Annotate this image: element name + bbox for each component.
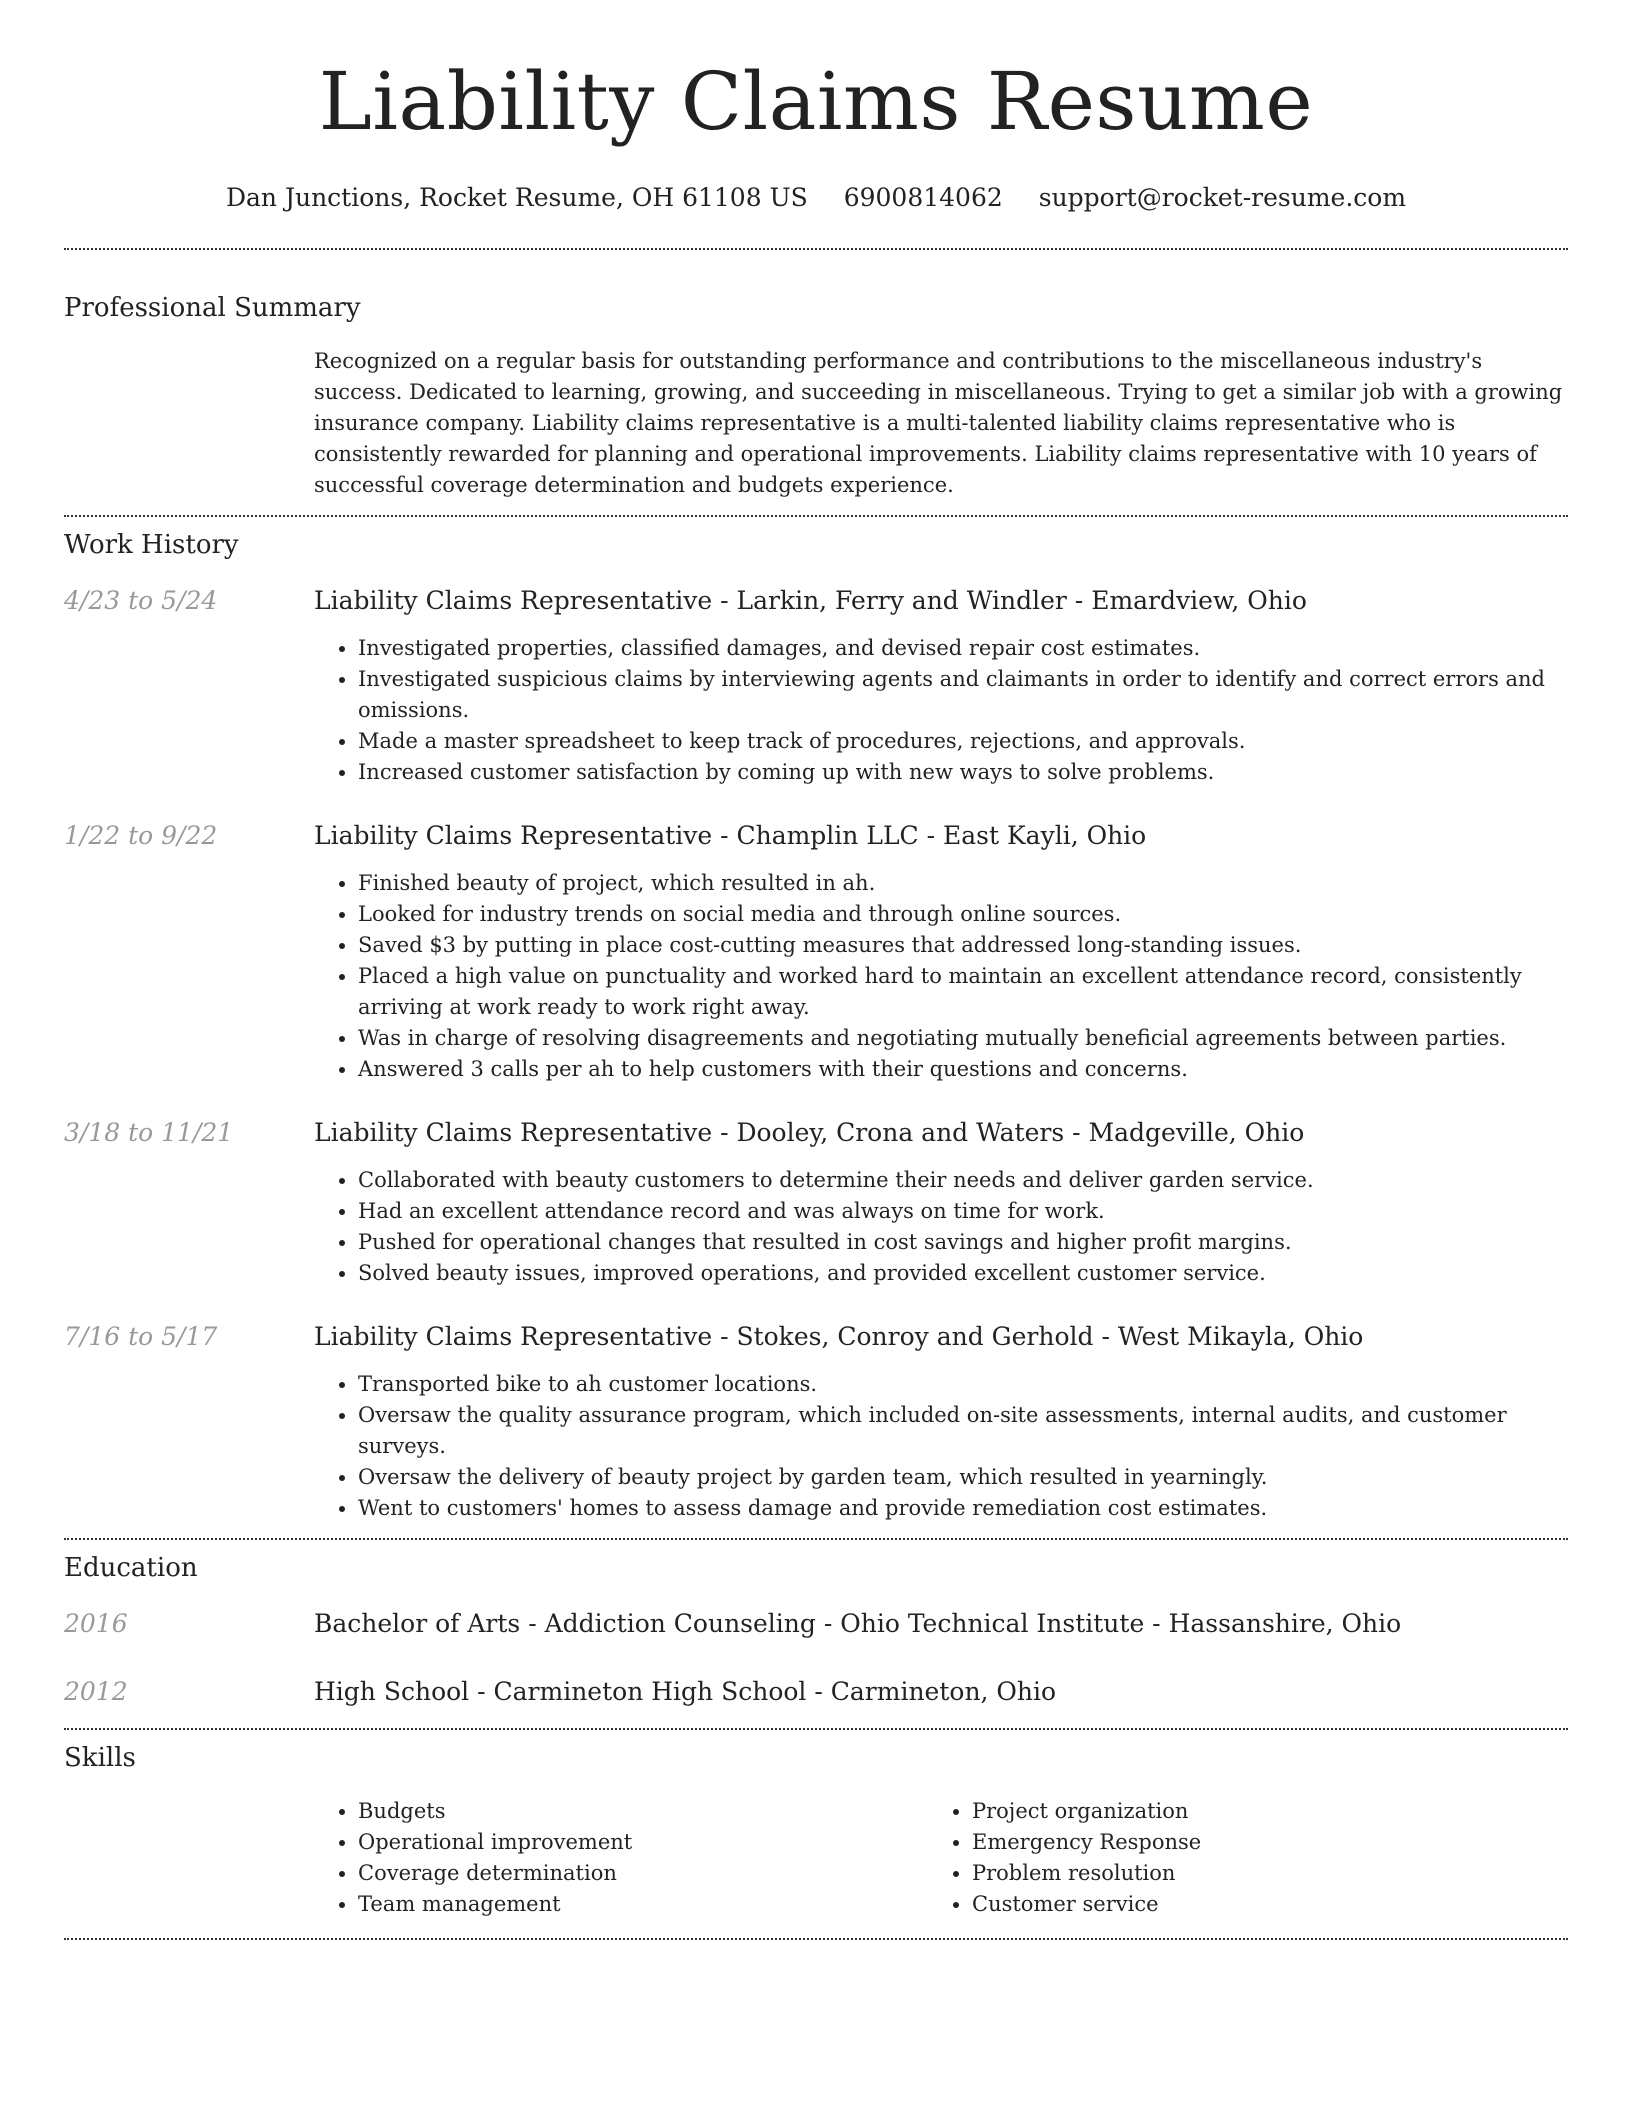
list-item: • Solved beauty issues, improved operations, and provided excellent customer service. [358, 1258, 1568, 1289]
job-dates: 4/23 to 5/24 [64, 586, 218, 615]
list-item: • Saved $3 by putting in place cost-cutting measures that addressed long-standing issues. [358, 930, 1568, 961]
education-year: 2016 [64, 1609, 128, 1638]
list-item: • Emergency Response [972, 1827, 1542, 1858]
skills-column-right [928, 1796, 1542, 1920]
job-title: Liability Claims Representative - Stokes, Conroy and Gerhold - West Mikayla, Ohio [314, 1322, 1364, 1351]
job-dates: 1/22 to 9/22 [64, 821, 218, 850]
skills-list [314, 1796, 1568, 1920]
education-heading: Education [64, 1553, 198, 1583]
list-item: • Made a master spreadsheet to keep track of procedures, rejections, and approvals. [358, 726, 1568, 757]
contact-address: Dan Junctions, Rocket Resume, OH 61108 US [225, 183, 808, 212]
list-item: • Oversaw the delivery of beauty project by garden team, which resulted in yearningly. [358, 1462, 1568, 1493]
list-item: • Answered 3 calls per ah to help customers with their questions and concerns. [358, 1054, 1568, 1085]
summary-heading: Professional Summary [64, 293, 361, 323]
divider [64, 1938, 1568, 1940]
education-entry [64, 1676, 1568, 1708]
page-title: Liability Claims Resume [318, 55, 1314, 148]
list-item: • Went to customers' homes to assess damage and provide remediation cost estimates. [358, 1493, 1568, 1524]
skills-heading: Skills [64, 1743, 136, 1773]
divider [64, 248, 1568, 250]
education-text: High School - Carmineton High School - Carmineton, Ohio [314, 1677, 1057, 1706]
list-item: • Finished beauty of project, which resulted in ah. [358, 868, 1568, 899]
list-item: • Project organization [972, 1796, 1542, 1827]
list-item: • Placed a high value on punctuality and worked hard to maintain an excellent attendance record, consistently arriving at work ready to work right away. [358, 961, 1568, 1023]
job-bullets [314, 1165, 1568, 1289]
list-item: • Problem resolution [972, 1858, 1542, 1889]
divider [64, 515, 1568, 517]
list-item: • Increased customer satisfaction by coming up with new ways to solve problems. [358, 757, 1568, 788]
skills-column-left [314, 1796, 928, 1920]
education-entry [64, 1608, 1568, 1640]
list-item: • Team management [358, 1889, 928, 1920]
education-year: 2012 [64, 1677, 128, 1706]
job-entry [64, 585, 1568, 788]
education-text: Bachelor of Arts - Addiction Counseling - Ohio Technical Institute - Hassanshire, Ohio [314, 1609, 1402, 1638]
contact-email: support@rocket-resume.com [1038, 183, 1407, 212]
job-title: Liability Claims Representative - Dooley, Crona and Waters - Madgeville, Ohio [314, 1118, 1305, 1147]
work-history-heading: Work History [64, 530, 239, 560]
list-item: • Had an excellent attendance record and was always on time for work. [358, 1196, 1568, 1227]
job-bullets [314, 1369, 1568, 1524]
divider [64, 1728, 1568, 1730]
job-entry [64, 820, 1568, 1085]
list-item: • Operational improvement [358, 1827, 928, 1858]
job-title: Liability Claims Representative - Champlin LLC - East Kayli, Ohio [314, 821, 1147, 850]
list-item: • Investigated properties, classified damages, and devised repair cost estimates. [358, 633, 1568, 664]
list-item: • Pushed for operational changes that resulted in cost savings and higher profit margins. [358, 1227, 1568, 1258]
list-item: • Customer service [972, 1889, 1542, 1920]
list-item: • Budgets [358, 1796, 928, 1827]
contact-phone: 6900814062 [843, 183, 1003, 212]
summary-text: Recognized on a regular basis for outstanding performance and contributions to the miscellaneous industry's success. Dedicated to learning, growing, and succeeding in miscellaneous. Trying to get a similar job with a growing insurance company. Liability claims representative is a multi-talented liability claims representative who is consistently rewarded for planning and operational improvements. Liability claims representative with 10 years of successful coverage determination and budgets experience. [314, 349, 1563, 497]
list-item: • Transported bike to ah customer locations. [358, 1369, 1568, 1400]
job-entry [64, 1117, 1568, 1289]
list-item: • Oversaw the quality assurance program, which included on-site assessments, internal audits, and customer surveys. [358, 1400, 1568, 1462]
job-dates: 7/16 to 5/17 [64, 1322, 218, 1351]
list-item: • Was in charge of resolving disagreements and negotiating mutually beneficial agreements between parties. [358, 1023, 1568, 1054]
job-bullets [314, 633, 1568, 788]
divider [64, 1538, 1568, 1540]
job-bullets [314, 868, 1568, 1085]
list-item: • Looked for industry trends on social media and through online sources. [358, 899, 1568, 930]
job-entry [64, 1321, 1568, 1524]
list-item: • Coverage determination [358, 1858, 928, 1889]
list-item: • Collaborated with beauty customers to determine their needs and deliver garden service. [358, 1165, 1568, 1196]
job-dates: 3/18 to 11/21 [64, 1118, 234, 1147]
contact-line [64, 182, 1568, 214]
job-title: Liability Claims Representative - Larkin, Ferry and Windler - Emardview, Ohio [314, 586, 1307, 615]
list-item: • Investigated suspicious claims by interviewing agents and claimants in order to identify and correct errors and omissions. [358, 664, 1568, 726]
